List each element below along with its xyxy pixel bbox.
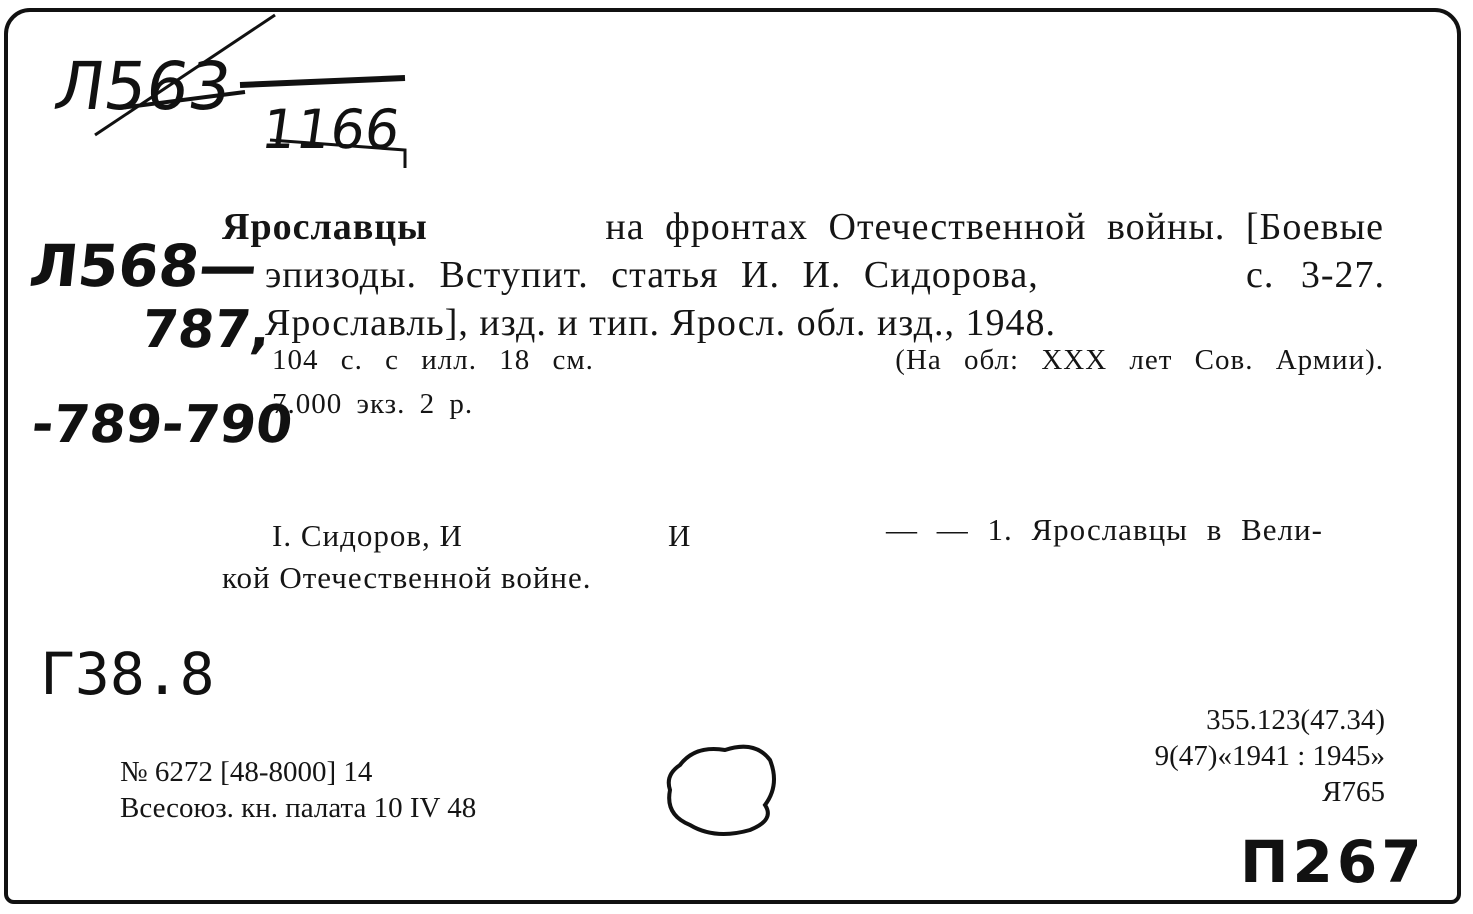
entry-line-5: 7.000 экз. 2 р. (272, 388, 474, 420)
entry-line-1 (222, 205, 1384, 249)
entry-line-4-b: (На обл: XXX лет Сов. Армии). (895, 344, 1384, 376)
handwritten-classification: Г38.8 (40, 640, 215, 708)
tracing-line-1-a: I. Сидоров, И (272, 518, 463, 553)
handwritten-code-2: 787, (138, 300, 274, 360)
entry-line-1-rest: на фронтах Отечественной войны. [Боевые (605, 206, 1384, 248)
entry-line-2-b: с. 3-27. (1245, 254, 1385, 296)
entry-line-2 (265, 253, 1385, 297)
entry-title: Ярославцы (222, 206, 428, 248)
entry-line-3: Ярославль], изд. и тип. Яросл. обл. изд., 1948. (265, 302, 1056, 344)
udc-line-3: Я765 (1322, 776, 1385, 808)
entry-line-2-a: эпизоды. Вступит. статья И. И. Сидорова, (265, 254, 1039, 296)
handwritten-code-1: Л568— (26, 232, 261, 300)
handwritten-shelf-code-new: 1166 (257, 98, 404, 161)
tracing-line-2: кой Отечественной войне. (222, 560, 592, 595)
card-number-line: № 6272 [48-8000] 14 (120, 756, 373, 788)
entry-line-4 (272, 344, 1384, 377)
tracing-line-1-c: — — 1. Ярославцы в Вели- (886, 512, 1323, 547)
stamp-mark (655, 735, 795, 845)
handwritten-shelf-code-struck: Л563 (49, 48, 237, 125)
udc-line-2: 9(47)«1941 : 1945» (1154, 740, 1385, 772)
udc-line-1: 355.123(47.34) (1206, 704, 1385, 736)
handwritten-code-3: -789-790 (28, 395, 296, 455)
tracing-line-1-b: И (668, 518, 692, 553)
handwritten-bottom-code: П267 (1240, 828, 1426, 896)
entry-line-4-a: 104 с. с илл. 18 см. (272, 344, 594, 376)
publisher-line: Всесоюз. кн. палата 10 IV 48 (120, 792, 477, 824)
